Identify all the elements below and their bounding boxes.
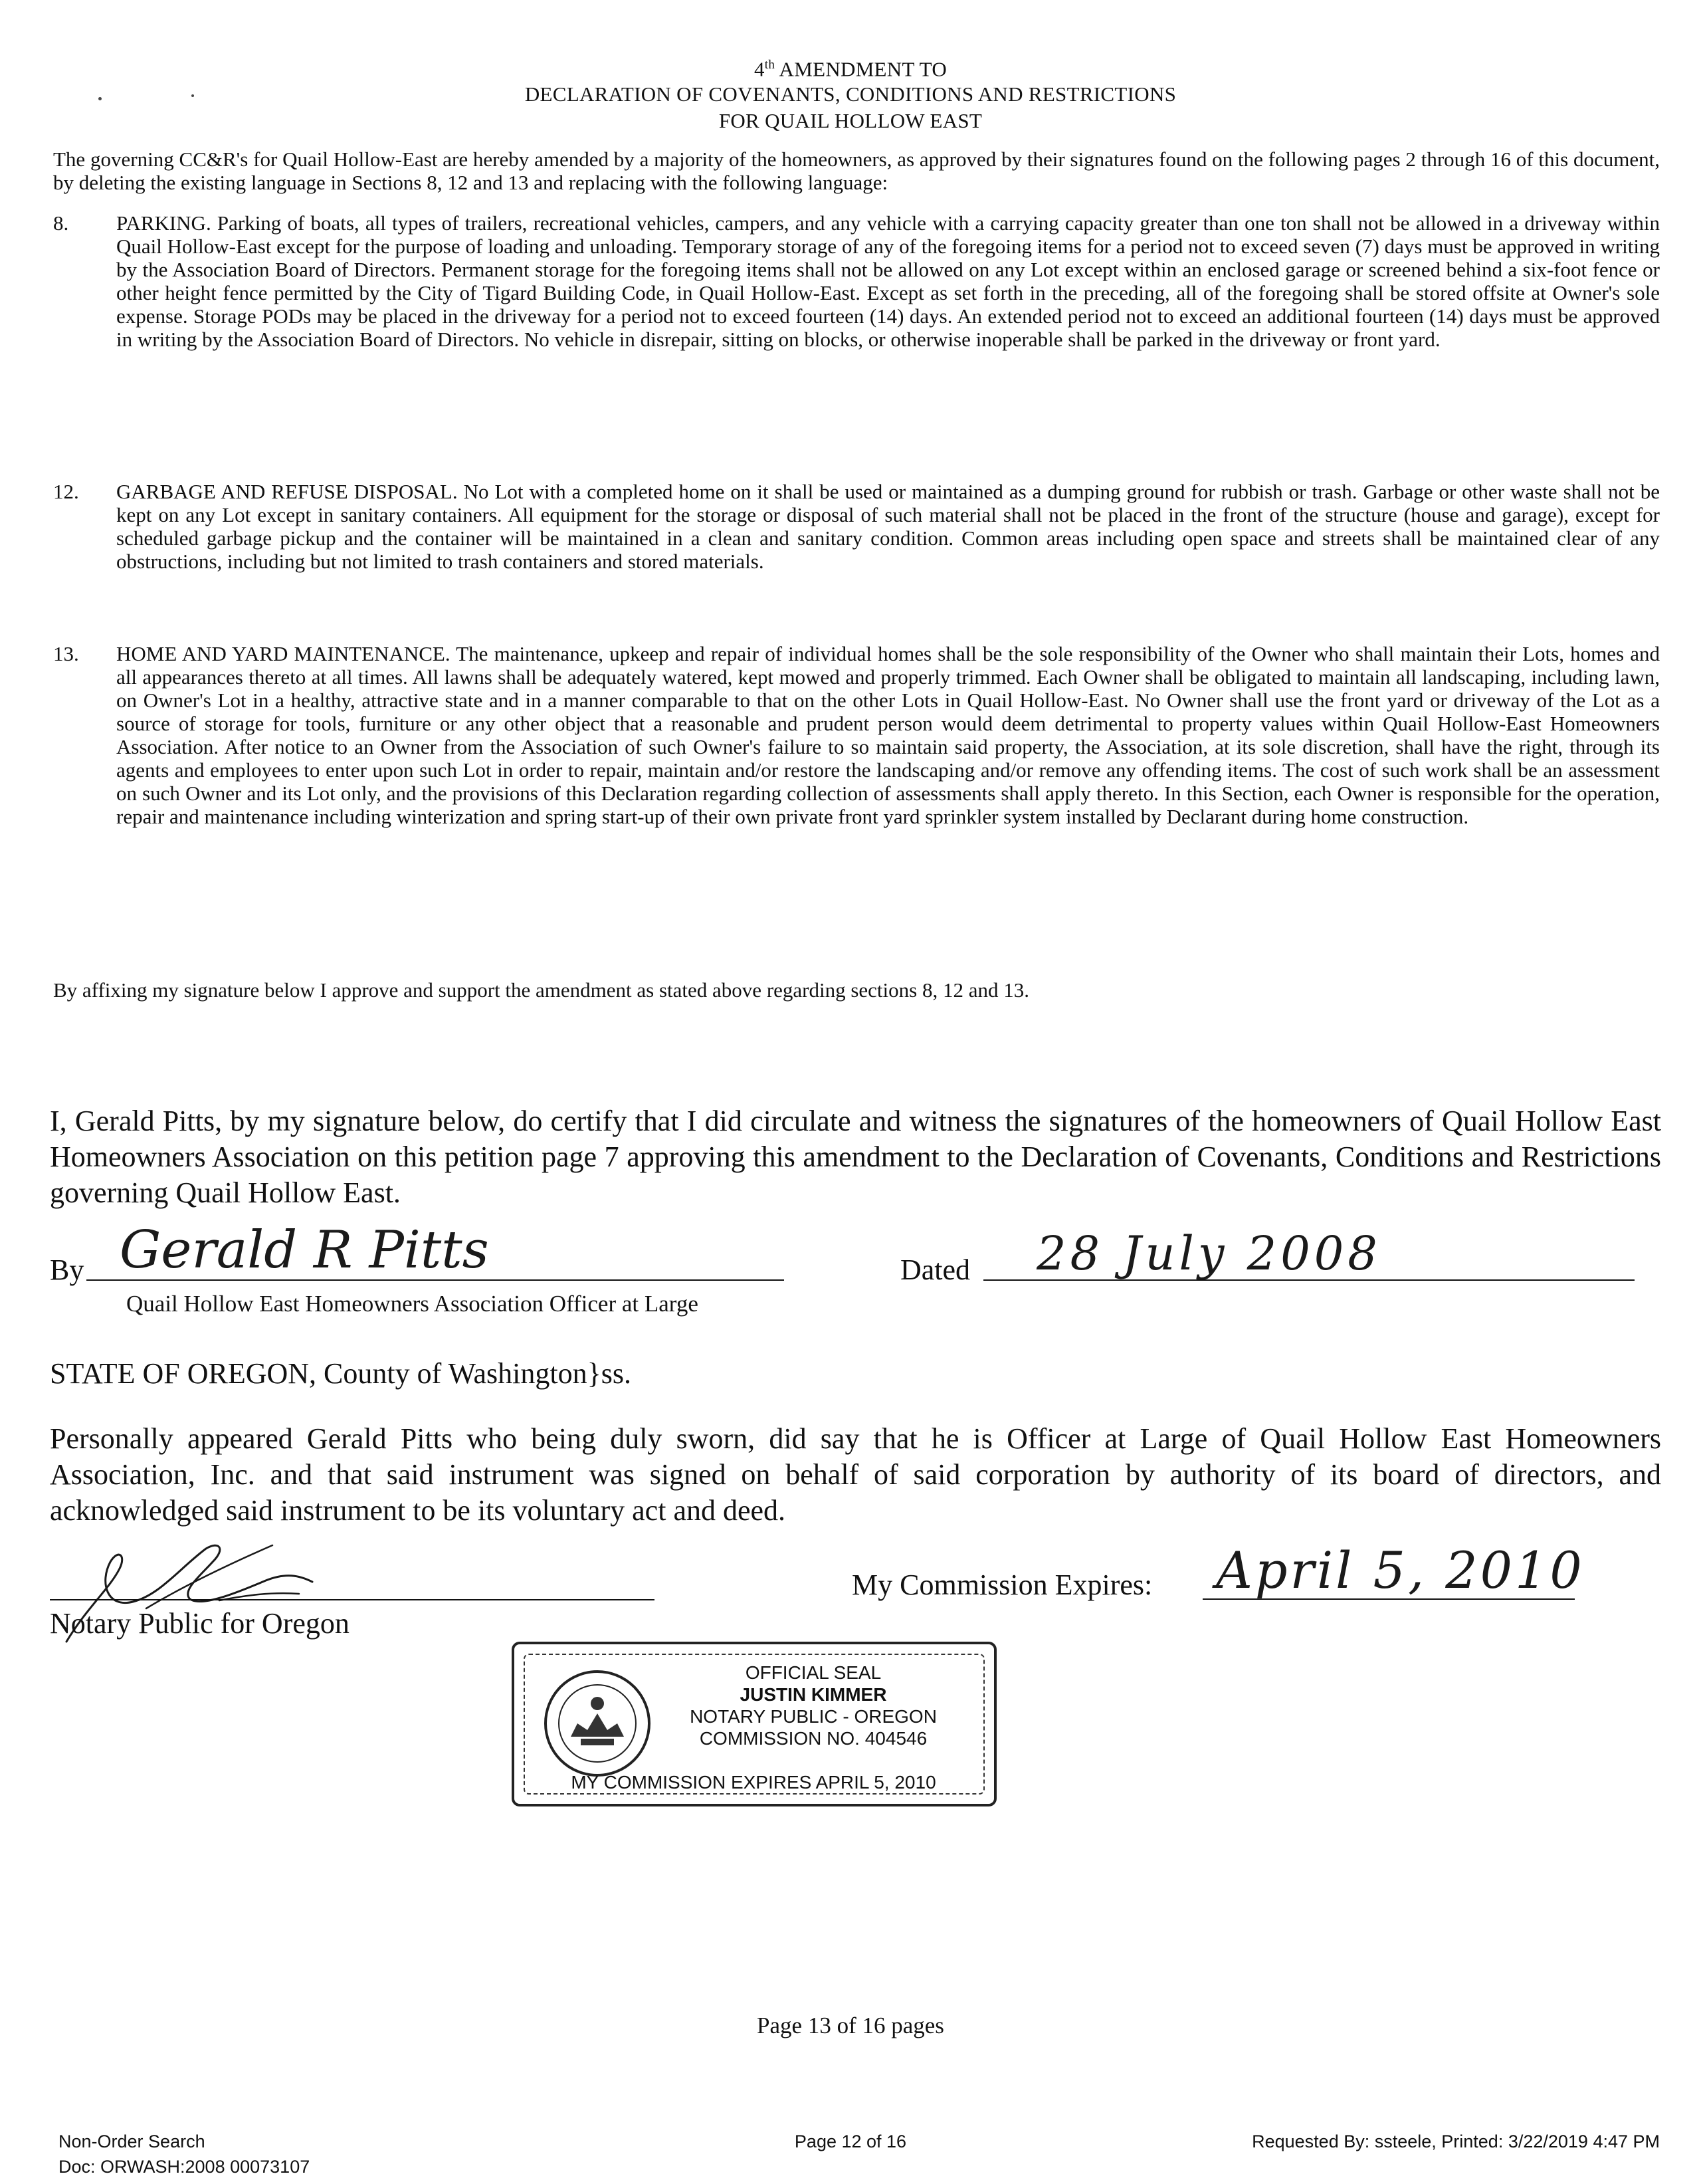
commission-line [1203, 1598, 1575, 1600]
section-number: 12. [53, 480, 79, 503]
dated-handwritten: 28 July 2008 [1037, 1226, 1381, 1281]
notary-signature-line [50, 1599, 654, 1600]
seal-line-expires: MY COMMISSION EXPIRES APRIL 5, 2010 [571, 1772, 936, 1793]
seal-line-official: OFFICIAL SEAL [745, 1662, 882, 1683]
section-number: 8. [53, 211, 69, 235]
section-text-maintenance: HOME AND YARD MAINTENANCE. The maintenance, upkeep and repair of individual homes shall be the sole responsibility of the Owner who shall maintain their Lots, homes and all appearances thereto at all times. All lawns shall be adequately watered, kept mowed and properly trimmed. Each Owner shall be obligated to maintain all landscaping, including lawn, on Owner's Lot in a healthy, attractive state and in a manner comparable to that on the other Lots in Quail Hollow-East. No Owner shall use the front yard or driveway of the Lot as a source of storage for tools, furniture or any other object that a reasonable and prudent person would deem detrimental to property values within Quail Hollow-East Homeowners Association. After notice to an Owner from the Association of such Owner's failure to so maintain said property, the Association, at its sole discretion, shall have the right, through its agents and employees to enter upon such Lot in order to repair, maintain and/or restore the landscaping and/or remove any offending items. The cost of such work shall be an assessment on such Owner and its Lot only, and the provisions of this Declaration regarding collection of assessments shall apply thereto. In this Section, each Owner is responsible for the operation, repair and maintenance including winterization and spring start-up of their own private front yard sprinkler system installed by Declarant during home construction. [116, 642, 1660, 828]
dated-line [983, 1279, 1635, 1281]
officer-caption: Quail Hollow East Homeowners Association Officer at Large [126, 1291, 698, 1317]
section-number: 13. [53, 642, 79, 665]
amendment-title-line3: FOR QUAIL HOLLOW EAST [718, 109, 983, 132]
oregon-state-seal-icon [541, 1667, 654, 1780]
by-label: By [50, 1254, 84, 1286]
appeared-paragraph: Personally appeared Gerald Pitts who being duly sworn, did say that he is Officer at Large of Quail Hollow East Homeowners Association, Inc. and that said instrument was signed on behalf of said corporation by authority of its board of directors, and acknowledged said instrument to be its voluntary act and deed. [50, 1422, 1661, 1527]
state-county-line: STATE OF OREGON, County of Washington}ss. [50, 1357, 631, 1390]
scan-speck [98, 97, 102, 100]
seal-text-block [654, 1662, 973, 1749]
seal-line-name: JUSTIN KIMMER [740, 1684, 887, 1705]
footer-doc-id: Doc: ORWASH:2008 00073107 [58, 2157, 310, 2177]
seal-line-notary: NOTARY PUBLIC - OREGON [690, 1706, 937, 1727]
commission-expiry-handwritten: April 5, 2010 [1216, 1541, 1585, 1600]
certification-paragraph: I, Gerald Pitts, by my signature below, do certify that I did circulate and witness the signatures of the homeowners of Quail Hollow East Homeowners Association on this petition page 7 approving this amendment to the Declaration of Covenants, Conditions and Restrictions governing Quail Hollow East. [50, 1105, 1661, 1209]
commission-expires-label: My Commission Expires: [852, 1569, 1153, 1601]
amendment-title-line1: 4th AMENDMENT TO [753, 57, 948, 81]
official-notary-seal [512, 1642, 997, 1806]
page-number: Page 13 of 16 pages [757, 2013, 944, 2038]
section-text-parking: PARKING. Parking of boats, all types of trailers, recreational vehicles, campers, and any vehicle with a carrying capacity greater than one ton shall not be allowed in a driveway within Quail Hollow-East except for the purpose of loading and unloading. Temporary storage of any of the foregoing items for a period not to exceed seven (7) days must be approved in writing by the Association Board of Directors. Permanent storage for the foregoing items shall not be allowed on any Lot except within an enclosed garage or screened behind a six-foot fence or other height fence permitted by the City of Tigard Building Code, in Quail Hollow-East. Except as set forth in the preceding, all of the foregoing shall be stored offsite at Owner's sole expense. Storage PODs may be placed in the driveway for a period not to exceed fourteen (14) days. An extended period not to exceed an additional fourteen (14) days must be approved in writing by the Association Board of Directors. No vehicle in disrepair, sitting on blocks, or otherwise inoperable shall be parked in the driveway or front yard. [116, 211, 1660, 351]
affix-statement: By affixing my signature below I approve and support the amendment as stated above regarding sections 8, 12 and 13. [53, 978, 1029, 1002]
notary-caption: Notary Public for Oregon [50, 1607, 350, 1640]
footer-search-type: Non-Order Search [58, 2131, 205, 2151]
scan-speck [191, 94, 194, 97]
footer-requested-by: Requested By: ssteele, Printed: 3/22/2019 4:47 PM [1252, 2131, 1660, 2151]
dated-label: Dated [900, 1254, 971, 1286]
section-text-garbage: GARBAGE AND REFUSE DISPOSAL. No Lot with a completed home on it shall be used or maintained as a dumping ground for rubbish or trash. Garbage or other waste shall not be kept on any Lot except in sanitary containers. All equipment for the storage or disposal of such material shall not be placed in the front of the structure (house and garage), except for scheduled garbage pickup and the container will be maintained in a clean and sanitary condition. Common areas including open space and streets shall be maintained clear of any obstructions, including but not limited to trash containers and stored materials. [116, 480, 1660, 573]
by-signature-line [86, 1279, 784, 1281]
intro-paragraph: The governing CC&R's for Quail Hollow-East are hereby amended by a majority of the homeowners, as approved by their signatures found on the following pages 2 through 16 of this document, by deleting the existing language in Sections 8, 12 and 13 and replacing with the following language: [53, 148, 1660, 194]
footer-page: Page 12 of 16 [794, 2131, 907, 2151]
seal-line-commission-no: COMMISSION NO. 404546 [699, 1728, 928, 1749]
gerald-pitts-signature: Gerald R Pitts [120, 1220, 489, 1280]
amendment-title-line2: DECLARATION OF COVENANTS, CONDITIONS AND RESTRICTIONS [524, 82, 1177, 106]
